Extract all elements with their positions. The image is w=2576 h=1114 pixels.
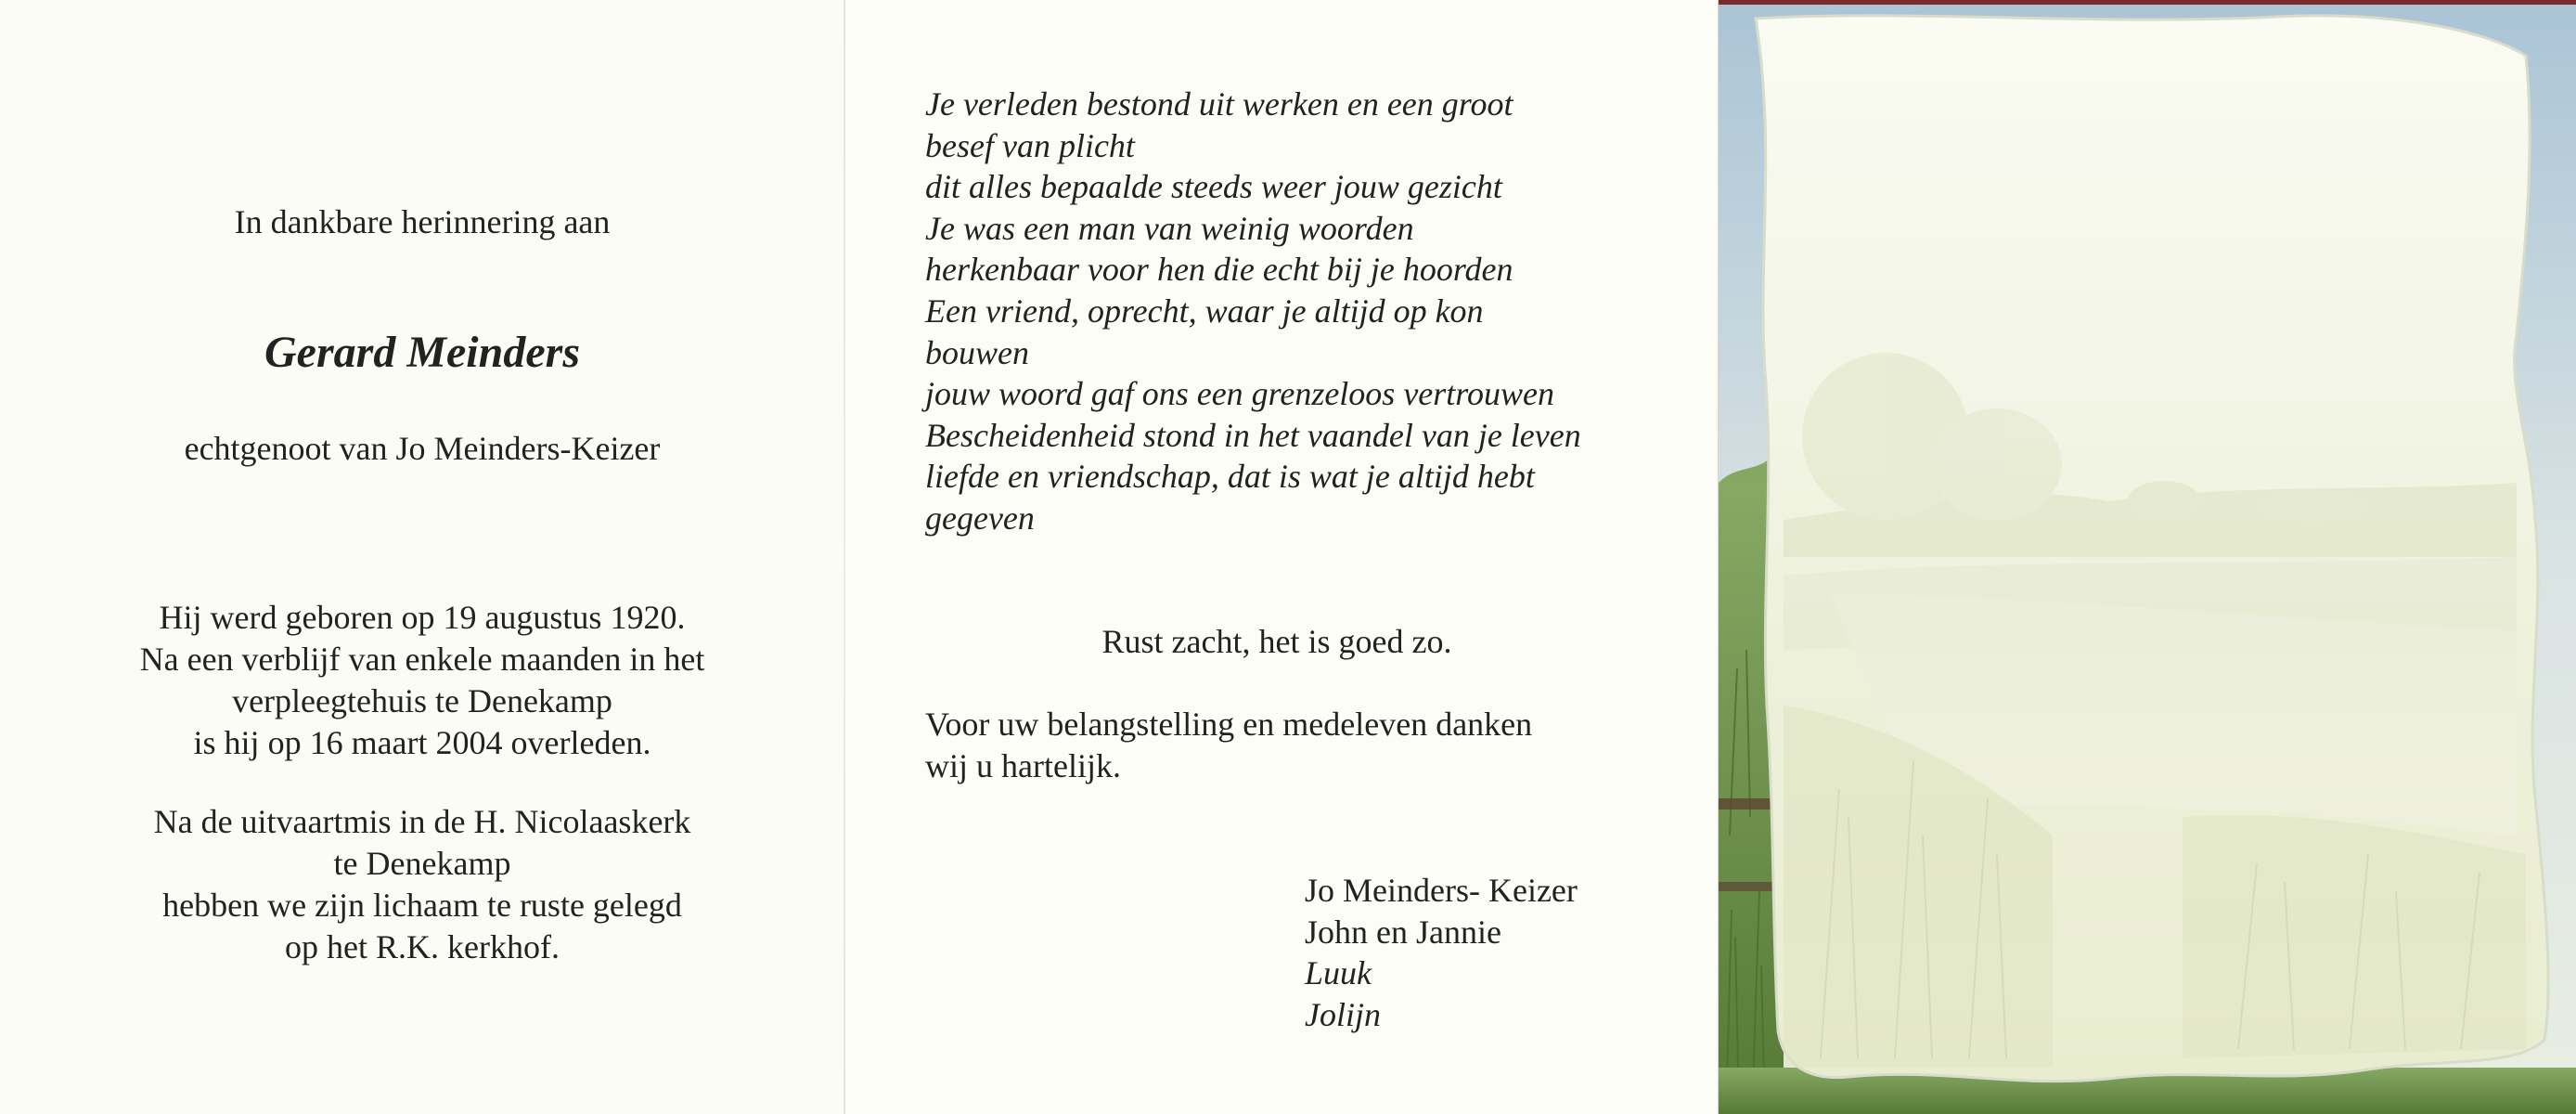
landscape-image bbox=[1719, 0, 2576, 1114]
life-line: Na een verblijf van enkele maanden in het bbox=[139, 641, 705, 678]
landscape-scroll-illustration bbox=[1719, 0, 2576, 1114]
signature-line: Jo Meinders- Keizer bbox=[1305, 872, 1578, 909]
life-line: is hij op 16 maart 2004 overleden. bbox=[193, 724, 651, 761]
deceased-name: Gerard Meinders bbox=[264, 328, 580, 377]
poem-line: bouwen bbox=[925, 333, 1029, 371]
poem-line: besef van plicht bbox=[925, 126, 1135, 164]
poem-line: Je was een man van weinig woorden bbox=[925, 209, 1414, 247]
thanks-message bbox=[925, 704, 1532, 787]
spouse-line: echtgenoot van Jo Meinders-Keizer bbox=[184, 430, 661, 467]
life-line: Hij werd geboren op 19 augustus 1920. bbox=[159, 599, 686, 636]
poem-line: gegeven bbox=[925, 499, 1035, 537]
poem-line: liefde en vriendschap, dat is wat je altijd hebt bbox=[925, 458, 1535, 496]
poem-line: Een vriend, oprecht, waar je altijd op kon bbox=[925, 291, 1484, 330]
poem bbox=[925, 84, 1581, 539]
signature-line: Jolijn bbox=[1305, 995, 1381, 1033]
poem-line: dit alles bepaalde steeds weer jouw gezicht bbox=[925, 168, 1502, 206]
poem-line: herkenbaar voor hen die echt bij je hoorden bbox=[925, 251, 1513, 289]
poem-line: Bescheidenheid stond in het vaandel van je leven bbox=[925, 416, 1581, 454]
funeral-line: Na de uitvaartmis in de H. Nicolaaskerk bbox=[153, 803, 691, 840]
thanks-line: wij u hartelijk. bbox=[925, 747, 1121, 784]
funeral-line: hebben we zijn lichaam te ruste gelegd bbox=[162, 887, 682, 924]
life-line: verpleegtehuis te Denekamp bbox=[232, 682, 612, 719]
funeral-details bbox=[0, 801, 844, 968]
funeral-line: op het R.K. kerkhof. bbox=[285, 928, 560, 965]
poem-line: jouw woord gaf ons een grenzeloos vertrouwen bbox=[925, 375, 1554, 413]
life-details bbox=[0, 597, 844, 764]
signature-line: Luuk bbox=[1305, 954, 1372, 992]
thanks-line: Voor uw belangstelling en medeleven danken bbox=[925, 706, 1533, 743]
funeral-line: te Denekamp bbox=[333, 845, 511, 882]
poem-line: Je verleden bestond uit werken en een groot bbox=[925, 85, 1513, 123]
signature-line: John en Jannie bbox=[1305, 913, 1501, 951]
intro-text: In dankbare herinnering aan bbox=[234, 203, 611, 240]
rest-line: Rust zacht, het is goed zo. bbox=[1101, 623, 1452, 660]
signatures bbox=[1305, 870, 1578, 1035]
